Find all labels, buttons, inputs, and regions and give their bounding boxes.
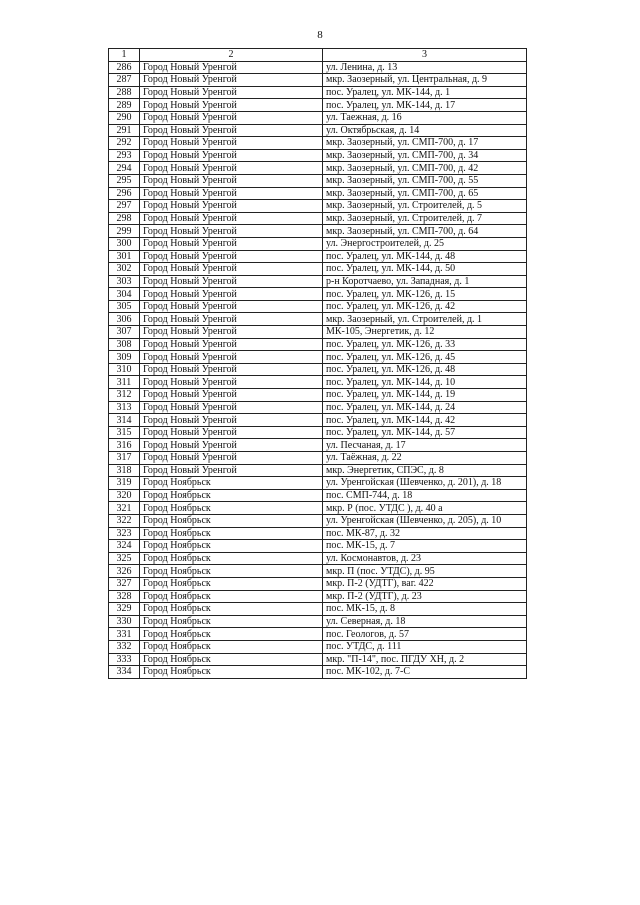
address-cell: пос. СМП-744, д. 18 <box>323 489 527 502</box>
settlement-cell: Город Ноябрьск <box>140 477 323 490</box>
row-number-cell: 286 <box>109 61 140 74</box>
address-cell: ул. Таёжная, д. 22 <box>323 452 527 465</box>
table-row <box>109 74 527 87</box>
settlement-cell: Город Новый Уренгой <box>140 111 323 124</box>
table-row <box>109 124 527 137</box>
settlement-cell: Город Новый Уренгой <box>140 351 323 364</box>
address-cell: ул. Энергостроителей, д. 25 <box>323 237 527 250</box>
table-row <box>109 452 527 465</box>
address-cell: пос. МК-87, д. 32 <box>323 527 527 540</box>
settlement-cell: Город Новый Уренгой <box>140 313 323 326</box>
settlement-cell: Город Новый Уренгой <box>140 250 323 263</box>
settlement-cell: Город Новый Уренгой <box>140 124 323 137</box>
row-number-cell: 299 <box>109 225 140 238</box>
settlement-cell: Город Новый Уренгой <box>140 376 323 389</box>
settlement-cell: Город Новый Уренгой <box>140 338 323 351</box>
row-number-cell: 334 <box>109 666 140 679</box>
row-number-cell: 305 <box>109 300 140 313</box>
table-row <box>109 552 527 565</box>
settlement-cell: Город Новый Уренгой <box>140 187 323 200</box>
settlement-cell: Город Новый Уренгой <box>140 389 323 402</box>
address-cell: ул. Уренгойская (Шевченко, д. 201), д. 18 <box>323 477 527 490</box>
table-row <box>109 527 527 540</box>
address-cell: пос. Уралец, ул. МК-126, д. 45 <box>323 351 527 364</box>
table-row <box>109 200 527 213</box>
row-number-cell: 323 <box>109 527 140 540</box>
row-number-cell: 307 <box>109 326 140 339</box>
row-number-cell: 309 <box>109 351 140 364</box>
row-number-cell: 324 <box>109 540 140 553</box>
address-cell: мкр. П-2 (УДТГ), д. 23 <box>323 590 527 603</box>
table-row <box>109 590 527 603</box>
settlement-cell: Город Новый Уренгой <box>140 99 323 112</box>
address-cell: пос. Геологов, д. 57 <box>323 628 527 641</box>
table-row <box>109 464 527 477</box>
row-number-cell: 314 <box>109 414 140 427</box>
address-cell: пос. Уралец, ул. МК-144, д. 42 <box>323 414 527 427</box>
settlement-cell: Город Новый Уренгой <box>140 149 323 162</box>
address-cell: мкр. Заозерный, ул. Строителей, д. 1 <box>323 313 527 326</box>
table-row <box>109 653 527 666</box>
address-cell: пос. Уралец, ул. МК-144, д. 17 <box>323 99 527 112</box>
row-number-cell: 287 <box>109 74 140 87</box>
table-row <box>109 250 527 263</box>
address-cell: пос. Уралец, ул. МК-126, д. 33 <box>323 338 527 351</box>
row-number-cell: 320 <box>109 489 140 502</box>
row-number-cell: 295 <box>109 174 140 187</box>
row-number-cell: 321 <box>109 502 140 515</box>
settlement-cell: Город Новый Уренгой <box>140 275 323 288</box>
address-cell: пос. Уралец, ул. МК-144, д. 1 <box>323 86 527 99</box>
row-number-cell: 331 <box>109 628 140 641</box>
row-number-cell: 312 <box>109 389 140 402</box>
row-number-cell: 328 <box>109 590 140 603</box>
settlement-cell: Город Новый Уренгой <box>140 414 323 427</box>
settlement-cell: Город Ноябрьск <box>140 552 323 565</box>
table-row <box>109 640 527 653</box>
row-number-cell: 329 <box>109 603 140 616</box>
settlement-cell: Город Новый Уренгой <box>140 363 323 376</box>
address-cell: мкр. Заозерный, ул. СМП-700, д. 17 <box>323 137 527 150</box>
table-row <box>109 275 527 288</box>
table-row <box>109 237 527 250</box>
table-row <box>109 212 527 225</box>
settlement-cell: Город Ноябрьск <box>140 502 323 515</box>
settlement-cell: Город Новый Уренгой <box>140 326 323 339</box>
settlement-cell: Город Новый Уренгой <box>140 439 323 452</box>
row-number-cell: 298 <box>109 212 140 225</box>
address-cell: мкр. Заозерный, ул. Центральная, д. 9 <box>323 74 527 87</box>
address-cell: пос. МК-102, д. 7-С <box>323 666 527 679</box>
settlement-cell: Город Новый Уренгой <box>140 237 323 250</box>
table-row <box>109 389 527 402</box>
table-row <box>109 300 527 313</box>
address-cell: мкр. Заозерный, ул. СМП-700, д. 64 <box>323 225 527 238</box>
table-row <box>109 363 527 376</box>
row-number-cell: 332 <box>109 640 140 653</box>
row-number-cell: 308 <box>109 338 140 351</box>
row-number-cell: 333 <box>109 653 140 666</box>
row-number-cell: 296 <box>109 187 140 200</box>
settlement-cell: Город Новый Уренгой <box>140 212 323 225</box>
settlement-cell: Город Ноябрьск <box>140 514 323 527</box>
column-header-3: 3 <box>323 49 527 62</box>
settlement-cell: Город Новый Уренгой <box>140 300 323 313</box>
settlement-cell: Город Новый Уренгой <box>140 137 323 150</box>
table-row <box>109 137 527 150</box>
row-number-cell: 319 <box>109 477 140 490</box>
table-row <box>109 540 527 553</box>
row-number-cell: 322 <box>109 514 140 527</box>
settlement-cell: Город Новый Уренгой <box>140 426 323 439</box>
table-row <box>109 61 527 74</box>
address-cell: мкр. Заозерный, ул. СМП-700, д. 55 <box>323 174 527 187</box>
settlement-cell: Город Новый Уренгой <box>140 288 323 301</box>
column-header-2: 2 <box>140 49 323 62</box>
table-row <box>109 489 527 502</box>
address-cell: МК-105, Энергетик, д. 12 <box>323 326 527 339</box>
column-header-1: 1 <box>109 49 140 62</box>
table-row <box>109 225 527 238</box>
row-number-cell: 303 <box>109 275 140 288</box>
address-cell: пос. Уралец, ул. МК-126, д. 48 <box>323 363 527 376</box>
address-cell: пос. Уралец, ул. МК-126, д. 42 <box>323 300 527 313</box>
row-number-cell: 306 <box>109 313 140 326</box>
row-number-cell: 315 <box>109 426 140 439</box>
table-row <box>109 502 527 515</box>
settlement-cell: Город Новый Уренгой <box>140 263 323 276</box>
row-number-cell: 325 <box>109 552 140 565</box>
settlement-cell: Город Новый Уренгой <box>140 401 323 414</box>
address-cell: мкр. Заозерный, ул. Строителей, д. 5 <box>323 200 527 213</box>
address-cell: мкр. Энергетик, СПЭС, д. 8 <box>323 464 527 477</box>
row-number-cell: 302 <box>109 263 140 276</box>
address-cell: пос. УТДС, д. 111 <box>323 640 527 653</box>
row-number-cell: 326 <box>109 565 140 578</box>
table-header <box>109 49 527 62</box>
settlement-cell: Город Ноябрьск <box>140 653 323 666</box>
row-number-cell: 289 <box>109 99 140 112</box>
table-row <box>109 174 527 187</box>
row-number-cell: 291 <box>109 124 140 137</box>
row-number-cell: 293 <box>109 149 140 162</box>
address-cell: мкр. "П-14", пос. ПГДУ ХН, д. 2 <box>323 653 527 666</box>
table-row <box>109 477 527 490</box>
row-number-cell: 288 <box>109 86 140 99</box>
settlement-cell: Город Ноябрьск <box>140 565 323 578</box>
address-cell: пос. Уралец, ул. МК-144, д. 19 <box>323 389 527 402</box>
address-cell: пос. Уралец, ул. МК-144, д. 50 <box>323 263 527 276</box>
settlement-cell: Город Новый Уренгой <box>140 174 323 187</box>
address-cell: пос. Уралец, ул. МК-144, д. 10 <box>323 376 527 389</box>
row-number-cell: 310 <box>109 363 140 376</box>
address-cell: пос. Уралец, ул. МК-144, д. 57 <box>323 426 527 439</box>
row-number-cell: 294 <box>109 162 140 175</box>
address-cell: пос. Уралец, ул. МК-144, д. 24 <box>323 401 527 414</box>
settlement-cell: Город Ноябрьск <box>140 603 323 616</box>
table-row <box>109 313 527 326</box>
row-number-cell: 301 <box>109 250 140 263</box>
address-table <box>108 48 527 679</box>
table-row <box>109 162 527 175</box>
settlement-cell: Город Ноябрьск <box>140 640 323 653</box>
row-number-cell: 327 <box>109 577 140 590</box>
settlement-cell: Город Ноябрьск <box>140 527 323 540</box>
table-row <box>109 351 527 364</box>
row-number-cell: 317 <box>109 452 140 465</box>
table-row <box>109 149 527 162</box>
settlement-cell: Город Новый Уренгой <box>140 225 323 238</box>
address-cell: пос. МК-15, д. 7 <box>323 540 527 553</box>
row-number-cell: 304 <box>109 288 140 301</box>
address-cell: мкр. Р (пос. УТДС ), д. 40 а <box>323 502 527 515</box>
table-row <box>109 263 527 276</box>
settlement-cell: Город Ноябрьск <box>140 489 323 502</box>
table-row <box>109 628 527 641</box>
settlement-cell: Город Новый Уренгой <box>140 452 323 465</box>
address-cell: мкр. Заозерный, ул. СМП-700, д. 65 <box>323 187 527 200</box>
page-number: 8 <box>317 29 323 41</box>
row-number-cell: 297 <box>109 200 140 213</box>
row-number-cell: 318 <box>109 464 140 477</box>
address-cell: пос. Уралец, ул. МК-126, д. 15 <box>323 288 527 301</box>
settlement-cell: Город Ноябрьск <box>140 666 323 679</box>
settlement-cell: Город Ноябрьск <box>140 540 323 553</box>
address-cell: пос. МК-15, д. 8 <box>323 603 527 616</box>
settlement-cell: Город Новый Уренгой <box>140 61 323 74</box>
row-number-cell: 292 <box>109 137 140 150</box>
address-cell: ул. Ленина, д. 13 <box>323 61 527 74</box>
address-cell: р-н Коротчаево, ул. Западная, д. 1 <box>323 275 527 288</box>
settlement-cell: Город Новый Уренгой <box>140 464 323 477</box>
address-cell: ул. Песчаная, д. 17 <box>323 439 527 452</box>
row-number-cell: 290 <box>109 111 140 124</box>
address-cell: пос. Уралец, ул. МК-144, д. 48 <box>323 250 527 263</box>
table-row <box>109 577 527 590</box>
table-row <box>109 615 527 628</box>
address-cell: ул. Таежная, д. 16 <box>323 111 527 124</box>
table-row <box>109 565 527 578</box>
table-row <box>109 426 527 439</box>
settlement-cell: Город Новый Уренгой <box>140 86 323 99</box>
table-row <box>109 401 527 414</box>
table-row <box>109 187 527 200</box>
table-row <box>109 603 527 616</box>
table-row <box>109 86 527 99</box>
table-row <box>109 376 527 389</box>
settlement-cell: Город Ноябрьск <box>140 590 323 603</box>
address-cell: мкр. Заозерный, ул. СМП-700, д. 42 <box>323 162 527 175</box>
address-cell: ул. Северная, д. 18 <box>323 615 527 628</box>
settlement-cell: Город Ноябрьск <box>140 615 323 628</box>
settlement-cell: Город Новый Уренгой <box>140 162 323 175</box>
address-cell: ул. Уренгойская (Шевченко, д. 205), д. 10 <box>323 514 527 527</box>
address-cell: мкр. Заозерный, ул. Строителей, д. 7 <box>323 212 527 225</box>
table-row <box>109 111 527 124</box>
table-row <box>109 514 527 527</box>
settlement-cell: Город Ноябрьск <box>140 628 323 641</box>
table-row <box>109 99 527 112</box>
table-row <box>109 666 527 679</box>
table-header-row <box>109 49 527 62</box>
row-number-cell: 330 <box>109 615 140 628</box>
table-row <box>109 439 527 452</box>
address-cell: мкр. П-2 (УДТГ), ваг. 422 <box>323 577 527 590</box>
table-body <box>109 61 527 678</box>
table-row <box>109 326 527 339</box>
table-row <box>109 338 527 351</box>
settlement-cell: Город Ноябрьск <box>140 577 323 590</box>
row-number-cell: 316 <box>109 439 140 452</box>
table-row <box>109 288 527 301</box>
row-number-cell: 311 <box>109 376 140 389</box>
address-cell: мкр. Заозерный, ул. СМП-700, д. 34 <box>323 149 527 162</box>
settlement-cell: Город Новый Уренгой <box>140 200 323 213</box>
address-cell: ул. Космонавтов, д. 23 <box>323 552 527 565</box>
settlement-cell: Город Новый Уренгой <box>140 74 323 87</box>
table-row <box>109 414 527 427</box>
row-number-cell: 313 <box>109 401 140 414</box>
address-cell: мкр. П (пос. УТДС), д. 95 <box>323 565 527 578</box>
row-number-cell: 300 <box>109 237 140 250</box>
address-cell: ул. Октябрьская, д. 14 <box>323 124 527 137</box>
